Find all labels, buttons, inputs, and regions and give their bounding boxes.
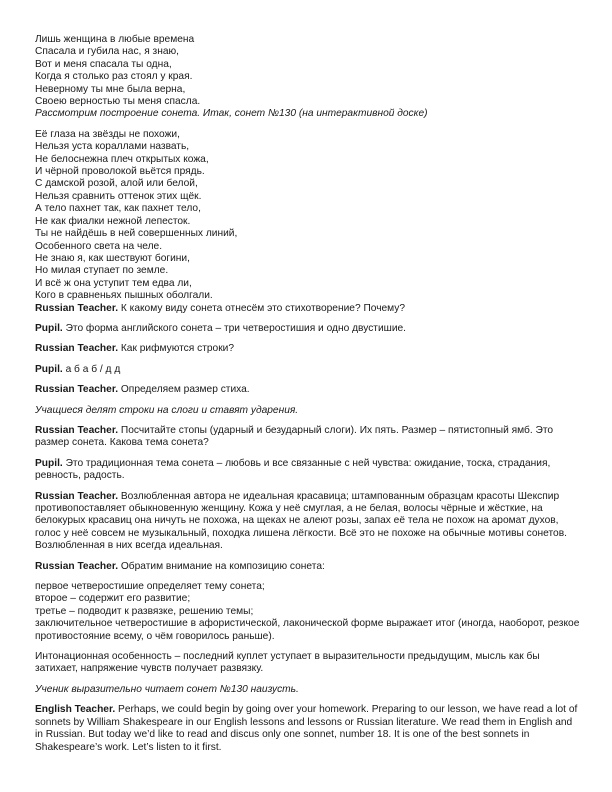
speaker-name: Russian Teacher. [35, 490, 119, 502]
sonnet-line: Её глаза на звёзды не похожи, [35, 128, 180, 140]
speech-text: Обратим внимание на композицию сонета: [118, 560, 325, 572]
dialogue-line [35, 384, 580, 396]
speech-text: Как рифмуются строки? [118, 343, 235, 355]
sonnet-line: Ты не найдёшь в ней совершенных линий, [35, 228, 238, 240]
speech-text: Возлюбленная автора не идеальная красавица; штампованным образцам красоты Шекспир противопоставляет обыкновенную женщину. Кожа у неё смуглая, а не белая, волосы чёрные и жёсткие, на белокурых красавиц она ничуть не похожа, на щеках не алеют розы, запах её тела не похож на аромат духов, голос у неё совсем не музыкальный, походка лишена лёгкости. Всё это не похоже на обычные мотивы сонетов. Возлюбленная в них всегда идеальная. [35, 490, 567, 552]
verse-stanza [35, 34, 580, 108]
speaker-name: Russian Teacher. [35, 384, 119, 396]
speech-text: К какому виду сонета отнесём это стихотворение? Почему? [118, 302, 406, 314]
dialogue-line [35, 364, 580, 376]
speaker-name: Pupil. [35, 322, 63, 334]
verse-line: Вот и меня спасала ты одна, [35, 58, 172, 70]
speech-text: а б а б / д д [62, 363, 121, 375]
verse-line: Спасала и губила нас, я знаю, [35, 46, 179, 58]
sonnet-line: Особенного света на челе. [35, 240, 163, 252]
dialogue-line [35, 561, 580, 573]
speaker-name: Pupil. [35, 363, 63, 375]
composition-item: первое четверостишие определяет тему сонета; [35, 581, 265, 593]
document-page [35, 34, 580, 754]
speaker-name: Russian Teacher. [35, 302, 119, 314]
sonnet-line: И всё ж она уступит тем едва ли, [35, 277, 192, 289]
sonnet-line: Нельзя уста кораллами назвать, [35, 141, 190, 153]
dialogue-line [35, 343, 580, 355]
speech-text: Perhaps, we could begin by going over your homework. Preparing to our lesson, we have read a lot of sonnets by William Shakespeare in our English lessons and lessons or Russian literature. We read them in English and in Russian. But today we’d like to read and discus only one sonnet, number 18. It is one of the best sonnets in Shakespeare’s work. Let’s listen to it first. [35, 704, 578, 753]
speech-text: Посчитайте стопы (ударный и безударный слоги). Их пять. Размер – пятистопный ямб. Это размер сонета. Какова тема сонета? [35, 424, 554, 449]
dialogue-line [35, 458, 580, 483]
sonnet-130 [35, 129, 580, 303]
verse-line: Своею верностью ты меня спасла. [35, 96, 201, 108]
dialogue-line [35, 704, 580, 754]
composition-item: заключительное четверостишие в афористической, лаконической форме выражает итог (иногда, наоборот, резкое противостояние всему, о чём говорилось раньше). [35, 618, 580, 642]
composition-item: второе – содержит его развитие; [35, 593, 191, 605]
speaker-name: Russian Teacher. [35, 560, 119, 572]
composition-item: третье – подводит к развязке, решению темы; [35, 605, 254, 617]
sonnet-line: С дамской розой, алой или белой, [35, 178, 198, 190]
speaker-name: Russian Teacher. [35, 343, 119, 355]
dialogue-line [35, 425, 580, 450]
sonnet-line: Кого в сравненьях пышных оболгали. [35, 290, 213, 302]
stage-note: Учащиеся делят строки на слоги и ставят ударения. [35, 404, 299, 416]
verse-line: Когда я столько раз стоял у края. [35, 71, 193, 83]
intonation-paragraph: Интонационная особенность – последний куплет уступает в выразительности предыдущим, мысль как бы затихает, напряжение чувств получает развязку. [35, 651, 540, 675]
sonnet-line: Не белоснежна плеч открытых кожа, [35, 153, 209, 165]
speech-text: Определяем размер стиха. [118, 384, 250, 396]
sonnet-line: Нельзя сравнить оттенок этих щёк. [35, 190, 202, 202]
stage-note: Ученик выразительно читает сонет №130 наизусть. [35, 683, 299, 695]
dialogue-line [35, 303, 580, 315]
verse-line: Лишь женщина в любые времена [35, 34, 195, 45]
speaker-name: Pupil. [35, 457, 63, 469]
stage-note: Рассмотрим построение сонета. Итак, сонет №130 (на интерактивной доске) [35, 108, 428, 120]
sonnet-line: Не знаю я, как шествуют богини, [35, 252, 190, 264]
speech-text: Это форма английского сонета – три четверостишия и одно двустишие. [62, 322, 407, 334]
dialogue-line [35, 491, 580, 553]
speaker-name: English Teacher. [35, 704, 116, 716]
sonnet-line: А тело пахнет так, как пахнет тело, [35, 203, 201, 215]
verse-line: Неверному ты мне была верна, [35, 83, 186, 95]
sonnet-line: Не как фиалки нежной лепесток. [35, 215, 191, 227]
speaker-name: Russian Teacher. [35, 424, 119, 436]
dialogue-line [35, 323, 580, 335]
speech-text: Это традиционная тема сонета – любовь и все связанные с ней чувства: ожидание, тоска, страдания, ревность, радость. [35, 457, 551, 482]
sonnet-line: И чёрной проволокой вьётся прядь. [35, 166, 205, 178]
composition-list [35, 581, 580, 643]
sonnet-line: Но милая ступает по земле. [35, 265, 169, 277]
